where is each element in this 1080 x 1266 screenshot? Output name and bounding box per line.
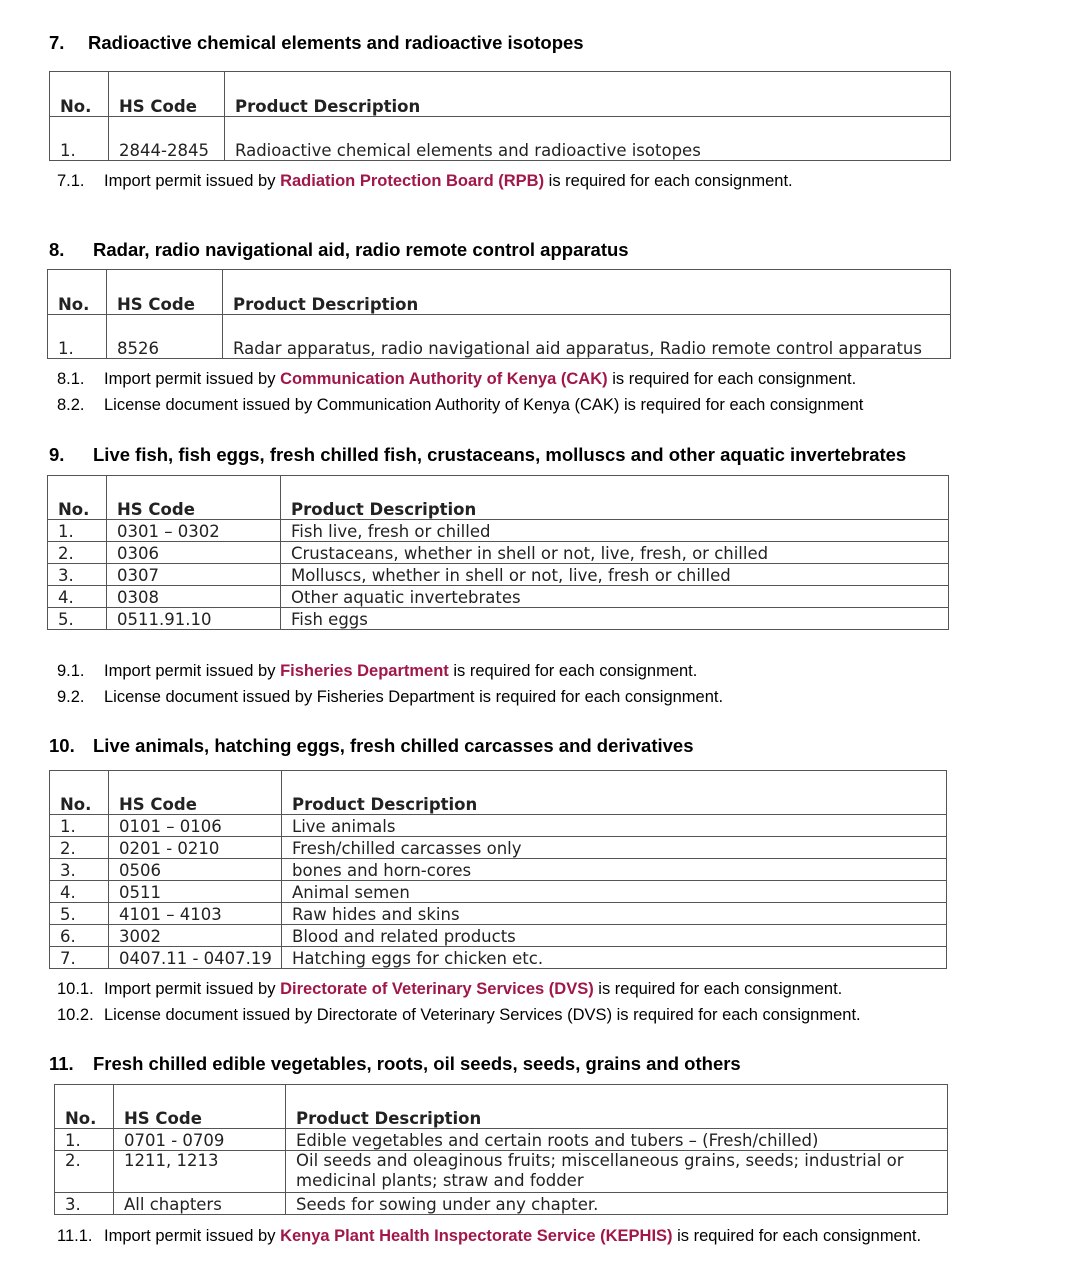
product-description-cell: Molluscs, whether in shell or not, live, fresh or chilled [281, 564, 949, 586]
table-row [48, 564, 949, 586]
section-heading [49, 32, 584, 54]
product-description-cell: Fish live, fresh or chilled [281, 520, 949, 542]
table-row [48, 542, 949, 564]
note-text: License document issued by Fisheries Department is required for each consignment. [104, 688, 724, 706]
column-header-no: No. [48, 476, 107, 520]
table-row [50, 837, 947, 859]
table-header-row [50, 771, 947, 815]
note-text: Import permit issued by [104, 980, 281, 998]
product-description-cell: Oil seeds and oleaginous fruits; miscellaneous grains, seeds; industrial or medicinal plants; straw and fodder [286, 1151, 948, 1193]
section-title: Live animals, hatching eggs, fresh chilled carcasses and derivatives [93, 735, 694, 756]
note-text: is required for each consignment. [544, 172, 793, 190]
note-text: Import permit issued by [104, 662, 281, 680]
note-number: 8.2. [57, 396, 85, 414]
table-header-row [48, 270, 951, 315]
requirement-note [57, 662, 697, 681]
row-number: 2. [48, 542, 107, 564]
product-description-cell: Fresh/chilled carcasses only [282, 837, 947, 859]
section-number: 7. [49, 32, 65, 53]
column-header-hs-code: HS Code [114, 1085, 286, 1129]
column-header-no: No. [55, 1085, 114, 1129]
hs-code-table [47, 475, 949, 630]
requirement-note [57, 396, 863, 415]
column-header-hs-code: HS Code [109, 72, 225, 117]
hs-code-cell: 0308 [107, 586, 281, 608]
product-description-cell: Edible vegetables and certain roots and tubers – (Fresh/chilled) [286, 1129, 948, 1151]
section-heading [49, 1053, 741, 1075]
note-number: 8.1. [57, 370, 85, 388]
row-number: 1. [50, 117, 109, 161]
section-heading [49, 444, 906, 466]
table-row [48, 608, 949, 630]
hs-code-cell: 2844-2845 [109, 117, 225, 161]
hs-code-cell: All chapters [114, 1193, 286, 1215]
note-text: is required for each consignment. [672, 1227, 922, 1245]
table-row [50, 117, 951, 161]
hs-code-cell: 0307 [107, 564, 281, 586]
note-text: License document issued by Communication Authority of Kenya (CAK) is required for each consignment [104, 396, 864, 414]
requirement-note [57, 1006, 861, 1025]
note-number: 11.1. [57, 1227, 93, 1245]
row-number: 1. [55, 1129, 114, 1151]
hs-code-cell: 3002 [109, 925, 282, 947]
column-header-product-description: Product Description [286, 1085, 948, 1129]
column-header-hs-code: HS Code [107, 476, 281, 520]
row-number: 2. [50, 837, 109, 859]
column-header-no: No. [50, 72, 109, 117]
row-number: 3. [48, 564, 107, 586]
hs-code-cell: 0301 – 0302 [107, 520, 281, 542]
row-number: 5. [50, 903, 109, 925]
hs-code-table [47, 269, 951, 359]
requirement-note [57, 980, 842, 999]
section-title: Fresh chilled edible vegetables, roots, oil seeds, seeds, grains and others [93, 1053, 741, 1074]
requirement-note [57, 370, 856, 389]
column-header-product-description: Product Description [225, 72, 951, 117]
product-description-cell: Blood and related products [282, 925, 947, 947]
hs-code-table [54, 1084, 948, 1215]
row-number: 3. [55, 1193, 114, 1215]
table-header-row [50, 72, 951, 117]
row-number: 1. [48, 520, 107, 542]
section-heading [49, 735, 693, 757]
column-header-hs-code: HS Code [109, 771, 282, 815]
hs-code-cell: 1211, 1213 [114, 1151, 286, 1193]
table-row [50, 947, 947, 969]
table-row [48, 520, 949, 542]
product-description-cell: Fish eggs [281, 608, 949, 630]
hs-code-cell: 0506 [109, 859, 282, 881]
column-header-product-description: Product Description [223, 270, 951, 315]
note-text: is required for each consignment. [607, 370, 857, 388]
product-description-cell: Radar apparatus, radio navigational aid apparatus, Radio remote control apparatus [223, 315, 951, 359]
hs-code-cell: 0201 - 0210 [109, 837, 282, 859]
column-header-product-description: Product Description [281, 476, 949, 520]
note-number: 10.1. [57, 980, 94, 998]
note-text: is required for each consignment. [448, 662, 698, 680]
note-text: Import permit issued by [104, 172, 281, 190]
table-row [50, 815, 947, 837]
requirement-note [57, 172, 793, 191]
row-number: 4. [50, 881, 109, 903]
table-row [50, 925, 947, 947]
hs-code-table [49, 71, 951, 161]
section-number: 11. [49, 1053, 74, 1074]
note-text: Import permit issued by [104, 370, 281, 388]
issuing-agency: Kenya Plant Health Inspectorate Service (KEPHIS) [280, 1227, 673, 1245]
row-number: 1. [48, 315, 107, 359]
column-header-hs-code: HS Code [107, 270, 223, 315]
column-header-no: No. [50, 771, 109, 815]
product-description-cell: Animal semen [282, 881, 947, 903]
column-header-product-description: Product Description [282, 771, 947, 815]
section-number: 9. [49, 444, 65, 465]
note-number: 7.1. [57, 172, 85, 190]
table-row [55, 1151, 948, 1193]
table-header-row [55, 1085, 948, 1129]
hs-code-table [49, 770, 947, 969]
product-description-cell: Other aquatic invertebrates [281, 586, 949, 608]
table-row [50, 859, 947, 881]
product-description-cell: Seeds for sowing under any chapter. [286, 1193, 948, 1215]
row-number: 2. [55, 1151, 114, 1193]
note-text: is required for each consignment. [593, 980, 843, 998]
note-number: 10.2. [57, 1006, 94, 1024]
table-header-row [48, 476, 949, 520]
note-text: License document issued by Directorate of Veterinary Services (DVS) is required for each consignment. [104, 1006, 861, 1024]
note-number: 9.1. [57, 662, 85, 680]
section-number: 8. [49, 239, 65, 260]
row-number: 4. [48, 586, 107, 608]
section-title: Radioactive chemical elements and radioactive isotopes [88, 32, 584, 53]
table-row [55, 1129, 948, 1151]
table-row [48, 586, 949, 608]
table-row [50, 903, 947, 925]
issuing-agency: Radiation Protection Board (RPB) [280, 172, 545, 190]
product-description-cell: Live animals [282, 815, 947, 837]
issuing-agency: Fisheries Department [280, 662, 449, 680]
hs-code-cell: 0101 – 0106 [109, 815, 282, 837]
row-number: 6. [50, 925, 109, 947]
column-header-no: No. [48, 270, 107, 315]
section-title: Live fish, fish eggs, fresh chilled fish, crustaceans, molluscs and other aquatic invertebrates [93, 444, 907, 465]
section-number: 10. [49, 735, 75, 756]
hs-code-cell: 0701 - 0709 [114, 1129, 286, 1151]
hs-code-cell: 0306 [107, 542, 281, 564]
row-number: 5. [48, 608, 107, 630]
section-heading [49, 239, 629, 261]
note-number: 9.2. [57, 688, 85, 706]
table-row [48, 315, 951, 359]
section-title: Radar, radio navigational aid, radio remote control apparatus [93, 239, 629, 260]
note-text: Import permit issued by [104, 1227, 281, 1245]
hs-code-cell: 0511 [109, 881, 282, 903]
product-description-cell: Crustaceans, whether in shell or not, live, fresh, or chilled [281, 542, 949, 564]
row-number: 1. [50, 815, 109, 837]
hs-code-cell: 8526 [107, 315, 223, 359]
issuing-agency: Communication Authority of Kenya (CAK) [280, 370, 608, 388]
requirement-note [57, 688, 723, 707]
table-row [55, 1193, 948, 1215]
row-number: 3. [50, 859, 109, 881]
hs-code-cell: 4101 – 4103 [109, 903, 282, 925]
requirement-note [57, 1227, 921, 1246]
table-row [50, 881, 947, 903]
row-number: 7. [50, 947, 109, 969]
product-description-cell: Raw hides and skins [282, 903, 947, 925]
product-description-cell: Radioactive chemical elements and radioactive isotopes [225, 117, 951, 161]
product-description-cell: Hatching eggs for chicken etc. [282, 947, 947, 969]
hs-code-cell: 0511.91.10 [107, 608, 281, 630]
hs-code-cell: 0407.11 - 0407.19 [109, 947, 282, 969]
product-description-cell: bones and horn-cores [282, 859, 947, 881]
issuing-agency: Directorate of Veterinary Services (DVS) [280, 980, 594, 998]
